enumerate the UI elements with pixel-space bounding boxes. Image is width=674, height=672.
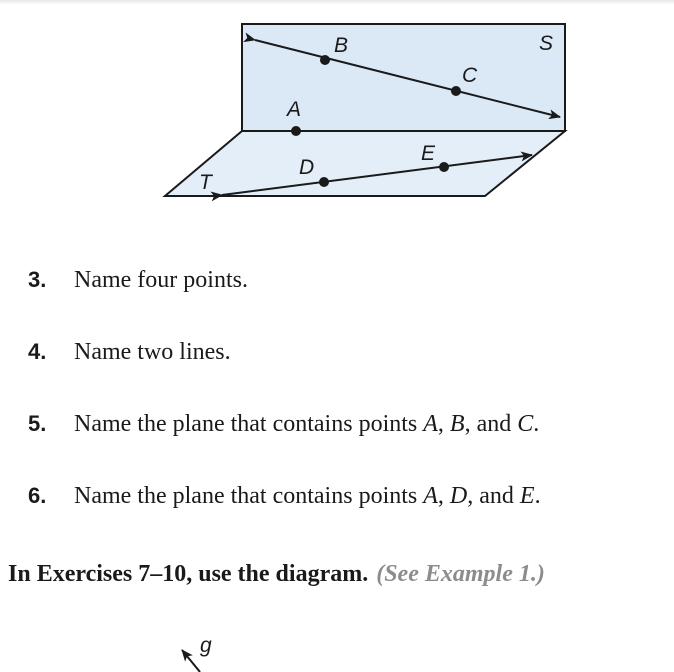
separator: , [437, 483, 450, 509]
label-line-g: g [200, 634, 212, 657]
point-a [291, 126, 301, 136]
plane-t [165, 131, 565, 196]
label-e: E [421, 142, 436, 165]
point-name: E [519, 483, 535, 509]
exercise-text: Name two lines. [74, 339, 231, 365]
period: . [534, 483, 541, 509]
label-a: A [287, 98, 302, 121]
point-name: A [423, 483, 438, 509]
point-d [319, 177, 329, 187]
exercise-number: 4. [28, 339, 47, 364]
exercise-number: 6. [28, 483, 47, 508]
section-heading [8, 561, 545, 588]
separator: , [437, 411, 450, 437]
point-b [320, 55, 330, 65]
point-name: D [449, 483, 468, 509]
planes-diagram [0, 0, 674, 230]
label-b: B [334, 34, 349, 57]
exercise-number: 5. [28, 411, 47, 436]
label-c: C [462, 64, 478, 87]
line-g [182, 650, 200, 672]
exercise-3 [28, 267, 248, 294]
line-g-diagram [170, 632, 250, 672]
section-heading-text: In Exercises 7–10, use the diagram. [8, 561, 369, 587]
example-reference: (See Example 1.) [376, 561, 545, 587]
exercise-6 [28, 483, 541, 510]
label-d: D [299, 156, 315, 179]
exercise-text: Name the plane that contains points [74, 411, 424, 437]
label-plane-t: T [199, 171, 212, 194]
point-name: A [423, 411, 438, 437]
exercise-text: Name four points. [74, 267, 248, 293]
separator: , and [464, 411, 518, 437]
point-e [439, 162, 449, 172]
exercise-text: Name the plane that contains points [74, 483, 424, 509]
label-plane-s: S [539, 32, 554, 55]
exercise-number: 3. [28, 267, 47, 292]
separator: , and [467, 483, 520, 509]
exercise-5 [28, 411, 539, 438]
point-name: C [517, 411, 534, 437]
exercise-4 [28, 339, 231, 366]
point-c [451, 86, 461, 96]
period: . [533, 411, 540, 437]
point-name: B [449, 411, 465, 437]
